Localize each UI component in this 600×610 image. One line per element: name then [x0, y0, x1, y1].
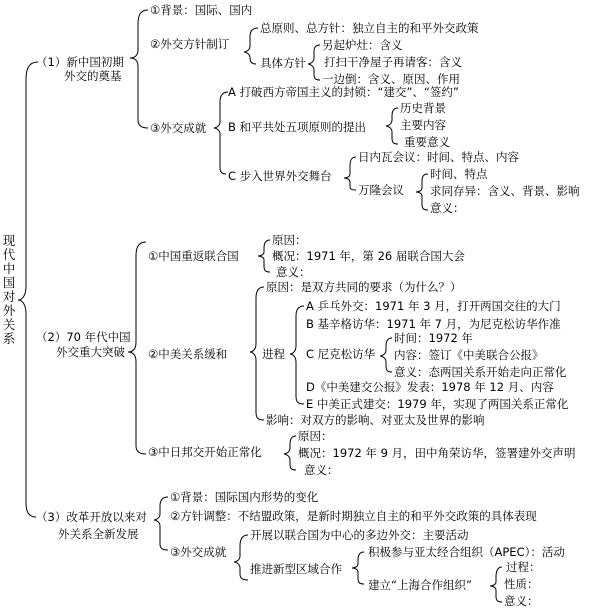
s1-general-principle: 总原则、总方针：独立自主的和平外交政策	[260, 21, 479, 35]
s3-multilateral: 开展以联合国为中心的多边外交：主要活动	[250, 528, 469, 542]
s2-sino-us: ②中美关系缓和	[148, 347, 228, 361]
s3-sco: 建立“上海合作组织”	[368, 578, 472, 592]
s3-sco-item: 性质：	[504, 577, 539, 591]
s2-process-b: B 基辛格访华：1971 年 7 月，为尼克松访华作准	[306, 317, 561, 331]
s2-sino-us-reason: 原因：是双方共同的要求（为什么？）	[266, 280, 462, 294]
s2-nixon-item: 时间：1972 年	[394, 331, 473, 345]
s1-achievement-a: A 打破西方帝国主义的封锁：“建交”、“签约”	[228, 85, 459, 99]
s3-policy: ②方针调整：不结盟政策，是新时期独立自主的和平外交政策的具体表现	[170, 509, 537, 523]
s2-un-item: 原因：	[272, 233, 307, 247]
s2-process-e: E 中美正式建交：1979 年，实现了两国关系正常化	[306, 397, 569, 411]
s2-un-item: 概况：1971 年，第 26 届联合国大会	[272, 249, 465, 263]
s2-influence: 影响：对双方的影响、对亚太及世界的影响	[266, 413, 485, 427]
s2-process: 进程	[262, 347, 285, 361]
s1-achievement-b: B 和平共处五项原则的提出	[228, 120, 367, 134]
root-title: 现代中国对外关系	[2, 233, 16, 346]
s2-sino-japan: ③中日邦交开始正常化	[148, 445, 262, 459]
s3-sco-item: 意义：	[504, 594, 539, 608]
s1-achievement-c: C 步入世界外交舞台	[228, 169, 332, 183]
section-2-label-line1: （2）70 年代中国	[36, 330, 131, 344]
s2-un-item: 意义：	[276, 265, 311, 279]
section-1-label-line1: （1）新中国初期	[36, 55, 124, 69]
s1-policy-item: 一边倒：含义、原因、作用	[322, 72, 460, 86]
s2-japan-item: 意义：	[304, 463, 339, 477]
s3-apec: 积极参与亚太经合组织（APEC）：活动	[368, 545, 565, 559]
section-3-label-line2: 外关系全新发展	[58, 527, 139, 541]
s1-geneva: 日内瓦会议：时间、特点、内容	[358, 150, 519, 164]
s2-process-a: A 乒乓外交：1971 年 3 月，打开两国交往的大门	[306, 299, 561, 313]
s3-achievements: ③外交成就	[170, 545, 227, 559]
s1-bandung: 万隆会议	[358, 183, 404, 197]
s3-regional: 推进新型区域合作	[250, 562, 342, 576]
s1-policy-item: 打扫干净屋子再请客：含义	[324, 55, 462, 69]
s1-b-item: 历史背景	[400, 101, 446, 115]
s3-background: ①背景：国际国内形势的变化	[170, 490, 319, 504]
s3-sco-item: 过程：	[506, 560, 541, 574]
s1-b-item: 重要意义	[404, 135, 450, 149]
s2-nixon-item: 内容：签订《中美联合公报》	[394, 348, 544, 362]
s2-japan-item: 概况：1972 年 9 月，田中角荣访华，签署建外交声明	[298, 446, 576, 460]
s1-policy-item: 另起炉灶：含义	[322, 38, 403, 52]
s1-bandung-item: 意义：	[430, 201, 465, 215]
s1-bandung-item: 时间、特点	[430, 167, 488, 181]
s1-achievements: ③外交成就	[150, 121, 207, 135]
s1-policy: ②外交方针制订	[150, 37, 230, 51]
s2-japan-item: 原因：	[298, 429, 333, 443]
s2-process-d: D《中美建交公报》发表：1978 年 12 月、内容	[306, 380, 554, 394]
s1-specific-policy: 具体方针	[260, 56, 306, 70]
section-2-label-line2: 外交重大突破	[56, 345, 125, 359]
s2-un: ①中国重返联合国	[148, 249, 239, 263]
s2-nixon-item: 意义：态两国关系开始走向正常化	[394, 365, 567, 379]
s1-bandung-item: 求同存异：含义、背景、影响	[430, 184, 580, 198]
s1-background: ①背景：国际、国内	[150, 3, 253, 17]
s2-process-c: C 尼克松访华	[306, 347, 376, 361]
section-1-label-line2: 外交的奠基	[64, 69, 122, 83]
section-3-label-line1: （3）改革开放以来对	[36, 510, 147, 524]
s1-b-item: 主要内容	[400, 118, 446, 132]
